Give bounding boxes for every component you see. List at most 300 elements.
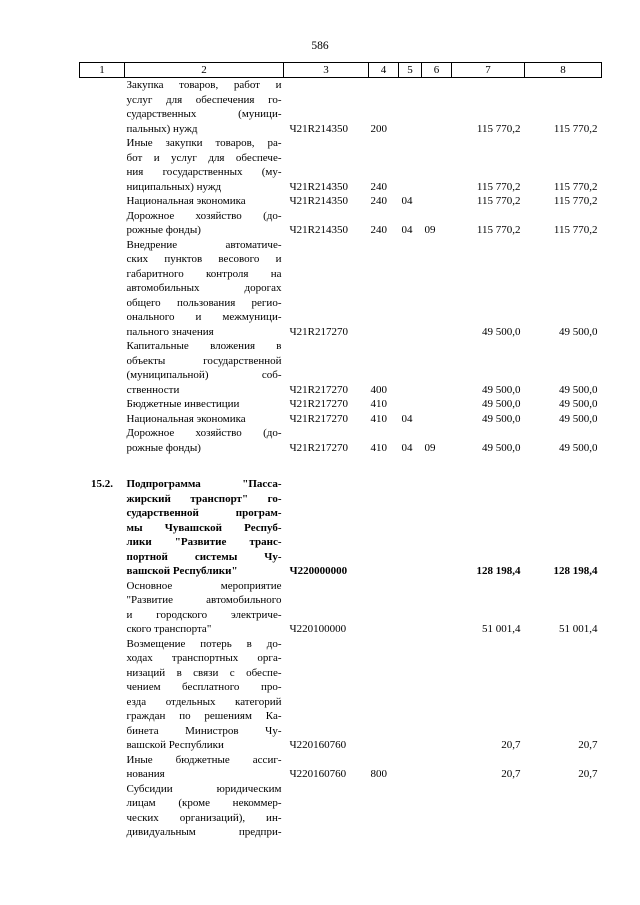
row-number (80, 622, 125, 637)
table-row (80, 354, 602, 369)
table-row (80, 412, 602, 427)
row-number (80, 397, 125, 412)
table-row (80, 666, 602, 681)
row-number (80, 593, 125, 608)
target-article-code: Ч220160760 (289, 739, 347, 751)
amount-col-8 (525, 339, 602, 354)
subsection-code (422, 521, 452, 536)
target-article-code (284, 637, 369, 652)
table-row (80, 550, 602, 565)
table-row (80, 180, 602, 195)
budget-table (79, 62, 602, 840)
row-description: лицам (кроме некоммер- (126, 797, 282, 809)
row-number (80, 680, 125, 695)
row-number (80, 426, 125, 441)
amount-col-7 (452, 78, 525, 93)
table-row (80, 564, 602, 579)
target-article-code (284, 535, 369, 550)
row-number (80, 325, 125, 340)
section-code (399, 93, 422, 108)
target-article-code (284, 579, 369, 594)
amount-col-8: 20,7 (578, 739, 598, 751)
row-description: Иные закупки товаров, ра- (126, 137, 282, 149)
subsection-code (422, 651, 452, 666)
target-article-code (284, 550, 369, 565)
table-row (80, 753, 602, 768)
amount-col-8: 49 500,0 (559, 441, 598, 454)
amount-col-8 (525, 238, 602, 253)
subsection-code (422, 310, 452, 325)
amount-col-8 (525, 535, 602, 550)
table-row (80, 724, 602, 739)
amount-col-8 (525, 165, 602, 180)
subsection-code (422, 412, 452, 427)
amount-col-7 (452, 151, 525, 166)
section-code (399, 782, 422, 797)
row-description: бинета Министров Чу- (126, 724, 282, 737)
table-row (80, 825, 602, 840)
table-row (80, 782, 602, 797)
amount-col-8 (525, 796, 602, 811)
row-description: "Развитие автомобильного (126, 594, 282, 606)
expense-type-code (369, 506, 399, 521)
section-code (399, 281, 422, 296)
expense-type-code: 200 (370, 122, 387, 135)
row-description: дивидуальным предпри- (126, 826, 282, 838)
row-description: общего пользования регио- (126, 296, 282, 309)
subsection-code (422, 506, 452, 521)
table-row (80, 325, 602, 340)
amount-col-8 (525, 666, 602, 681)
row-description: ского транспорта" (126, 623, 212, 635)
expense-type-code (369, 753, 399, 768)
row-description: сударственных (муници- (126, 108, 282, 120)
amount-col-8 (525, 107, 602, 122)
section-code (399, 455, 422, 477)
table-row (80, 593, 602, 608)
amount-col-8 (525, 477, 602, 492)
target-article-code: Ч21R214350 (289, 195, 348, 207)
subsection-code (422, 666, 452, 681)
subsection-code (422, 564, 452, 579)
subsection-code (422, 267, 452, 282)
row-description: Дорожное хозяйство (до- (126, 427, 282, 439)
row-number (80, 151, 125, 166)
subsection-code (422, 339, 452, 354)
amount-col-7 (452, 637, 525, 652)
subsection-code (422, 477, 452, 492)
row-description: бот и услуг для обеспече- (126, 151, 282, 164)
expense-type-code: 240 (370, 224, 387, 236)
section-code (399, 354, 422, 369)
row-description: Субсидии юридическим (126, 782, 282, 795)
table-row (80, 492, 602, 507)
section-code (399, 477, 422, 492)
amount-col-8: 49 500,0 (559, 398, 598, 410)
section-code: 04 (401, 441, 413, 454)
table-row (80, 194, 602, 209)
target-article-code: Ч21R217270 (289, 398, 348, 410)
section-code (399, 811, 422, 826)
table-row (80, 151, 602, 166)
expense-type-code (369, 709, 399, 724)
amount-col-7 (452, 252, 525, 267)
row-number (80, 825, 125, 840)
section-code (399, 368, 422, 383)
amount-col-7 (452, 238, 525, 253)
table-body (80, 78, 602, 840)
section-code (399, 426, 422, 441)
target-article-code (284, 151, 369, 166)
row-description: Иные бюджетные ассиг- (126, 753, 282, 766)
target-article-code (284, 426, 369, 441)
row-number (80, 709, 125, 724)
amount-col-7 (452, 709, 525, 724)
expense-type-code (369, 238, 399, 253)
row-description: пальных) нужд (126, 122, 198, 135)
target-article-code (284, 455, 369, 477)
row-description: ходах транспортных орга- (126, 652, 282, 664)
column-header-4: 4 (369, 63, 399, 78)
section-code (399, 122, 422, 137)
amount-col-7 (452, 680, 525, 695)
amount-col-8 (525, 709, 602, 724)
table-row (80, 608, 602, 623)
target-article-code: Ч21R214350 (289, 224, 348, 236)
table-row (80, 310, 602, 325)
subsection-code (422, 753, 452, 768)
subsection-code (422, 180, 452, 195)
amount-col-7 (452, 825, 525, 840)
section-code (399, 521, 422, 536)
amount-col-8 (525, 296, 602, 311)
expense-type-code (369, 477, 399, 492)
section-code (399, 296, 422, 311)
row-number (80, 564, 125, 579)
target-article-code (284, 477, 369, 492)
expense-type-code: 410 (370, 398, 387, 410)
expense-type-code: 410 (370, 441, 387, 454)
amount-col-7 (452, 93, 525, 108)
row-number (80, 441, 125, 456)
expense-type-code (369, 296, 399, 311)
expense-type-code (369, 151, 399, 166)
row-number (80, 695, 125, 710)
row-number (80, 521, 125, 536)
row-number (80, 165, 125, 180)
amount-col-8: 115 770,2 (553, 122, 598, 135)
amount-col-7 (452, 368, 525, 383)
amount-col-8 (525, 209, 602, 224)
row-description: Дорожное хозяйство (до- (126, 209, 282, 222)
row-description: Национальная экономика (126, 195, 246, 207)
amount-col-7: 20,7 (501, 739, 521, 751)
expense-type-code (369, 339, 399, 354)
section-code (399, 651, 422, 666)
subsection-code (422, 738, 452, 753)
column-header-2: 2 (125, 63, 284, 78)
amount-col-8 (525, 651, 602, 666)
amount-col-8: 51 001,4 (559, 623, 598, 635)
amount-col-8 (525, 506, 602, 521)
expense-type-code (369, 695, 399, 710)
table-row (80, 267, 602, 282)
section-code (399, 608, 422, 623)
table-row (80, 281, 602, 296)
row-number (80, 651, 125, 666)
subsection-code (422, 325, 452, 340)
amount-col-8: 49 500,0 (559, 383, 598, 396)
amount-col-8 (525, 281, 602, 296)
row-description: автомобильных дорогах (126, 282, 282, 294)
target-article-code: Ч21R217270 (289, 441, 348, 454)
target-article-code: Ч21R214350 (289, 122, 348, 135)
section-code (399, 680, 422, 695)
section-code (399, 136, 422, 151)
row-number (80, 767, 125, 782)
section-code (399, 695, 422, 710)
row-number (80, 666, 125, 681)
table-row (80, 296, 602, 311)
subsection-code (422, 209, 452, 224)
amount-col-7 (452, 136, 525, 151)
row-number (80, 252, 125, 267)
amount-col-8 (525, 252, 602, 267)
expense-type-code (369, 93, 399, 108)
amount-col-7 (452, 281, 525, 296)
target-article-code (284, 695, 369, 710)
subsection-code (422, 296, 452, 311)
target-article-code (284, 281, 369, 296)
row-number (80, 811, 125, 826)
amount-col-7: 115 770,2 (476, 224, 521, 236)
amount-col-8 (525, 724, 602, 739)
table-row (80, 579, 602, 594)
amount-col-7: 49 500,0 (482, 441, 521, 454)
section-code (399, 724, 422, 739)
amount-col-8: 128 198,4 (553, 565, 598, 577)
table-row (80, 695, 602, 710)
amount-col-8: 20,7 (578, 768, 598, 780)
subsection-code (422, 252, 452, 267)
amount-col-7 (452, 107, 525, 122)
table-row (80, 680, 602, 695)
row-description: портной системы Чу- (126, 550, 282, 563)
row-description: вашской Республики" (126, 565, 238, 577)
row-description: Внедрение автоматиче- (126, 238, 282, 251)
expense-type-code: 240 (370, 180, 387, 193)
target-article-code: Ч220000000 (289, 565, 348, 577)
subsection-code (422, 397, 452, 412)
expense-type-code (369, 535, 399, 550)
amount-col-7: 20,7 (501, 768, 521, 780)
row-description: Закупка товаров, работ и (126, 79, 282, 91)
row-number (80, 194, 125, 209)
column-header-1: 1 (80, 63, 125, 78)
target-article-code (284, 521, 369, 536)
row-description: рожные фонды) (126, 224, 201, 236)
row-number (80, 339, 125, 354)
target-article-code (284, 608, 369, 623)
section-code: 04 (401, 195, 413, 207)
amount-col-8 (525, 680, 602, 695)
expense-type-code (369, 564, 399, 579)
table-row (80, 426, 602, 441)
table-row (80, 651, 602, 666)
section-code (399, 767, 422, 782)
target-article-code (284, 825, 369, 840)
table-row (80, 811, 602, 826)
row-description: чением бесплатного про- (126, 681, 282, 693)
amount-col-8 (525, 811, 602, 826)
amount-col-8: 115 770,2 (553, 195, 598, 207)
row-number (80, 455, 125, 477)
amount-col-7 (452, 753, 525, 768)
subsection-code (422, 93, 452, 108)
subsection-code (422, 165, 452, 180)
target-article-code: Ч21R217270 (289, 412, 348, 425)
amount-col-8 (525, 368, 602, 383)
table-row (80, 477, 602, 492)
amount-col-8 (525, 695, 602, 710)
row-number (80, 608, 125, 623)
expense-type-code (369, 622, 399, 637)
amount-col-7: 51 001,4 (482, 623, 521, 635)
section-code (399, 310, 422, 325)
expense-type-code (369, 107, 399, 122)
column-header-5: 5 (399, 63, 422, 78)
target-article-code: Ч21R214350 (289, 180, 348, 193)
table-row (80, 252, 602, 267)
subsection-code (422, 354, 452, 369)
amount-col-8 (525, 753, 602, 768)
row-number (80, 180, 125, 195)
row-description: ческих организаций), ин- (126, 811, 282, 824)
row-description: Возмещение потерь в до- (126, 637, 282, 650)
expense-type-code (369, 811, 399, 826)
amount-col-8 (525, 310, 602, 325)
row-description: ния государственных (му- (126, 166, 282, 178)
expense-type-code (369, 608, 399, 623)
row-number (80, 506, 125, 521)
target-article-code (284, 680, 369, 695)
amount-col-8 (525, 825, 602, 840)
amount-col-8: 49 500,0 (559, 412, 598, 425)
row-description: сударственной програм- (126, 507, 282, 519)
row-description (125, 455, 284, 477)
subsection-code (422, 622, 452, 637)
column-header-8: 8 (525, 63, 602, 78)
amount-col-8: 49 500,0 (559, 325, 598, 338)
row-description: езда отдельных категорий (126, 695, 282, 708)
table-row (80, 397, 602, 412)
target-article-code (284, 368, 369, 383)
subsection-code (422, 455, 452, 477)
target-article-code (284, 93, 369, 108)
section-code (399, 825, 422, 840)
table-row (80, 136, 602, 151)
expense-type-code: 410 (370, 412, 387, 425)
table-row (80, 165, 602, 180)
row-description: услуг для обеспечения го- (126, 93, 282, 106)
subsection-code (422, 78, 452, 93)
row-number (80, 238, 125, 253)
section-code (399, 535, 422, 550)
expense-type-code (369, 825, 399, 840)
amount-col-8 (525, 455, 602, 477)
section-code (399, 325, 422, 340)
subsection-code (422, 281, 452, 296)
amount-col-7 (452, 796, 525, 811)
section-code (399, 666, 422, 681)
section-code (399, 383, 422, 398)
row-description: вашской Республики (126, 739, 224, 751)
target-article-code: Ч21R217270 (289, 325, 348, 338)
table-row (80, 506, 602, 521)
target-article-code (284, 238, 369, 253)
row-description: пального значения (126, 325, 214, 338)
amount-col-7 (452, 339, 525, 354)
row-number (80, 637, 125, 652)
amount-col-8 (525, 550, 602, 565)
target-article-code (284, 354, 369, 369)
subsection-code (422, 782, 452, 797)
amount-col-7 (452, 782, 525, 797)
expense-type-code: 800 (370, 768, 387, 780)
expense-type-code: 240 (370, 195, 387, 207)
amount-col-7 (452, 651, 525, 666)
amount-col-7: 49 500,0 (482, 325, 521, 338)
expense-type-code (369, 165, 399, 180)
target-article-code (284, 252, 369, 267)
row-description: габаритного контроля на (126, 267, 282, 280)
subsection-code (422, 238, 452, 253)
amount-col-7 (452, 695, 525, 710)
amount-col-8 (525, 637, 602, 652)
table-row (80, 78, 602, 93)
target-article-code (284, 209, 369, 224)
row-description: Национальная экономика (126, 412, 246, 425)
target-article-code (284, 136, 369, 151)
row-description: Основное мероприятие (126, 579, 282, 592)
expense-type-code (369, 252, 399, 267)
row-description: ственности (126, 383, 180, 396)
amount-col-7: 128 198,4 (476, 565, 521, 577)
target-article-code: Ч220160760 (289, 768, 347, 780)
expense-type-code (369, 281, 399, 296)
table-row (80, 637, 602, 652)
section-code (399, 492, 422, 507)
section-code (399, 579, 422, 594)
table-row (80, 368, 602, 383)
expense-type-code (369, 782, 399, 797)
row-description: (муниципальной) соб- (126, 369, 282, 381)
amount-col-7: 115 770,2 (476, 180, 521, 193)
expense-type-code (369, 521, 399, 536)
section-code (399, 753, 422, 768)
row-number (80, 492, 125, 507)
section-code (399, 209, 422, 224)
expense-type-code (369, 492, 399, 507)
row-number: 15.2. (91, 478, 113, 490)
table-row (80, 738, 602, 753)
target-article-code (284, 492, 369, 507)
subsection-code: 09 (424, 224, 436, 236)
target-article-code (284, 267, 369, 282)
expense-type-code (369, 796, 399, 811)
row-number (80, 368, 125, 383)
table-row (80, 107, 602, 122)
